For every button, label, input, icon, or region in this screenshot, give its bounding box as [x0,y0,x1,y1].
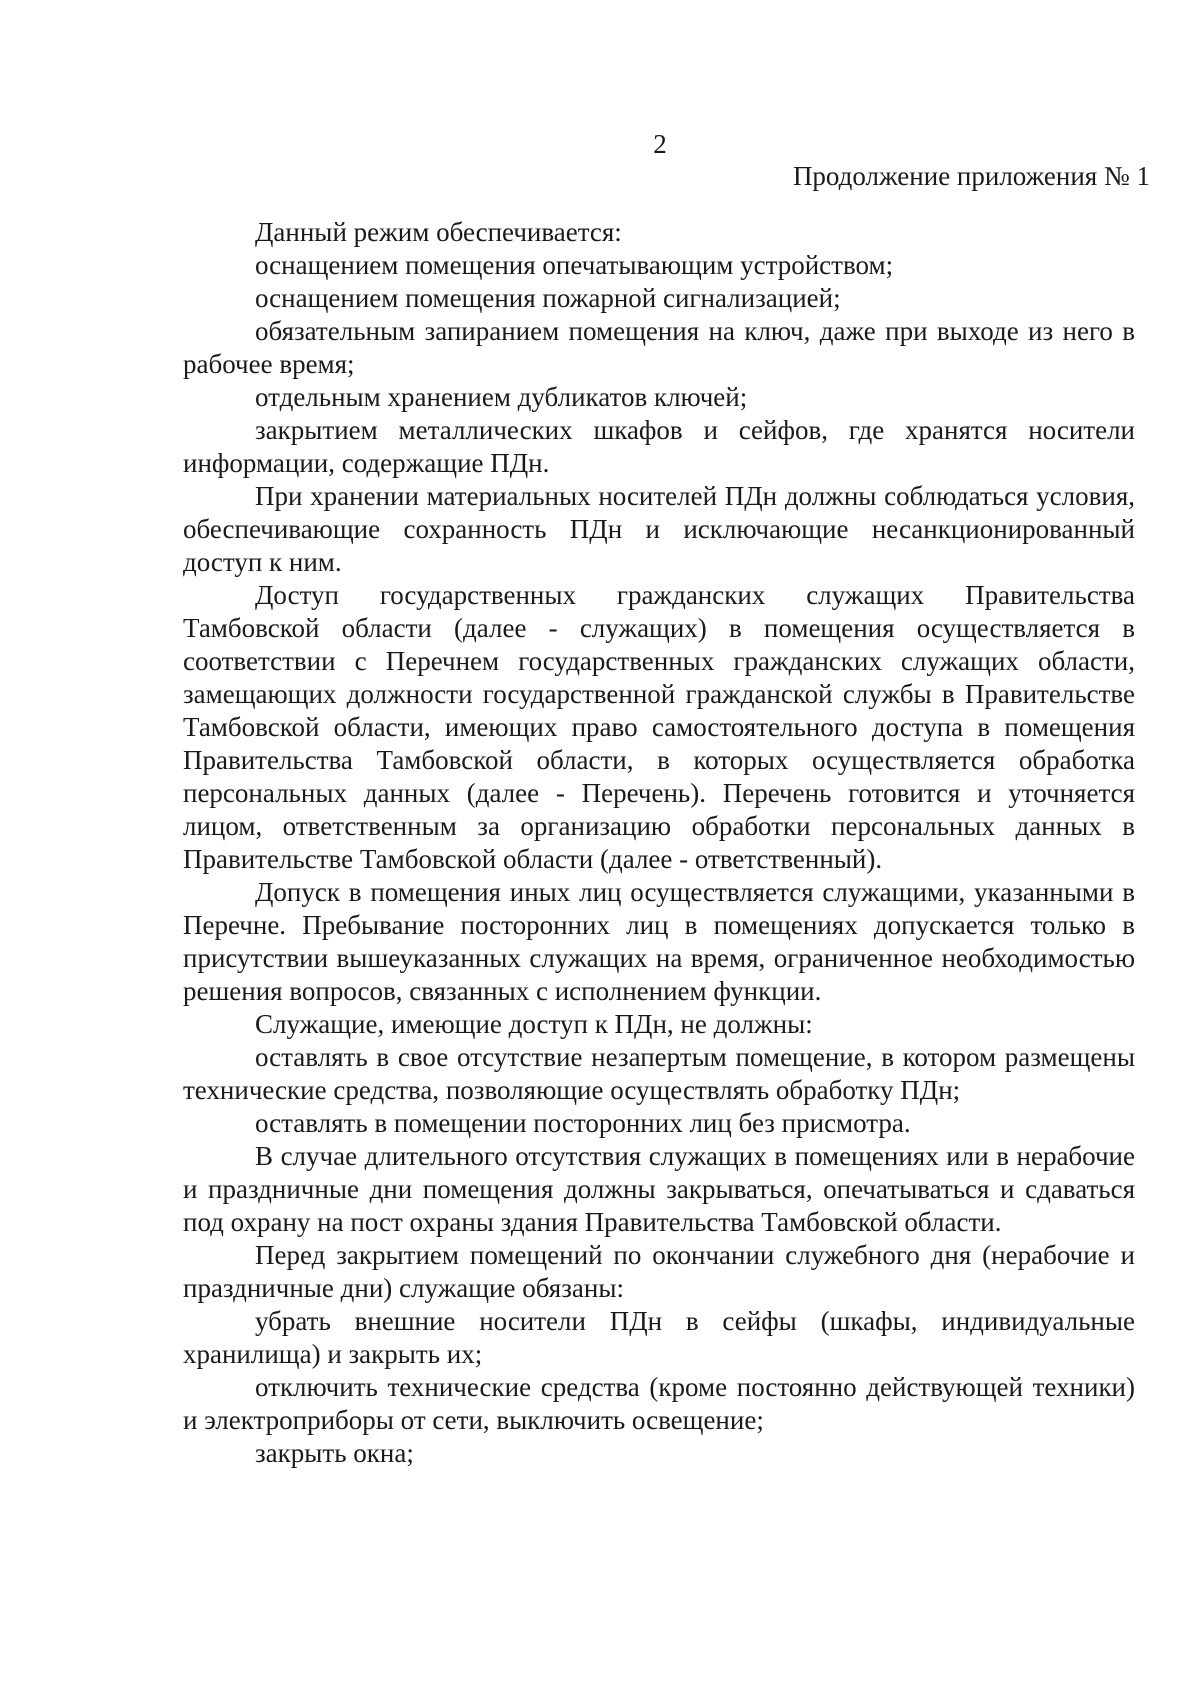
paragraph-disconnect-devices: отключить технические средства (кроме постоянно действующей техники) и электроприборы от сети, выключить освещение; [183,1372,1135,1435]
paragraph-close-windows: закрыть окна; [255,1438,414,1468]
paragraph-closing-duties: Перед закрытием помещений по окончании служебного дня (нерабочие и праздничные дни) служащие обязаны: [183,1240,1135,1303]
paragraph-locking: обязательным запиранием помещения на ключ, даже при выходе из него в рабочее время; [183,316,1135,379]
page-number: 2 [653,129,667,159]
paragraph-regime-intro: Данный режим обеспечивается: [255,217,622,247]
paragraph-admission: Допуск в помещения иных лиц осуществляется служащими, указанными в Перечне. Пребывание посторонних лиц в помещениях допускается только в присутствии вышеуказанных служащих на время, ограниченное необходимостью решения вопросов, связанных с исполнением функции. [183,877,1135,1006]
paragraph-long-absence: В случае длительного отсутствия служащих в помещениях или в нерабочие и праздничные дни помещения должны закрываться, опечатываться и сдаваться под охрану на пост охраны здания Правительства Тамбовской области. [183,1141,1135,1237]
paragraph-duplicate-keys: отдельным хранением дубликатов ключей; [255,382,748,412]
paragraph-storage-conditions: При хранении материальных носителей ПДн должны соблюдаться условия, обеспечивающие сохранность ПДн и исключающие несанкционированный доступ к ним. [183,481,1135,577]
paragraph-unattended-visitors: оставлять в помещении посторонних лиц без присмотра. [255,1108,911,1138]
appendix-header: Продолжение приложения № 1 [792,161,1150,191]
paragraph-unlocked-room: оставлять в свое отсутствие незапертым помещение, в котором размещены технические средства, позволяющие осуществлять обработку ПДн; [183,1042,1135,1105]
paragraph-sealing-device: оснащением помещения опечатывающим устройством; [255,250,894,280]
paragraph-cabinets-safes: закрытием металлических шкафов и сейфов, где хранятся носители информации, содержащие ПДн. [183,415,1135,478]
paragraph-access-list: Доступ государственных гражданских служащих Правительства Тамбовской области (далее - служащих) в помещения осуществляется в соответствии с Перечнем государственных гражданских служащих области, замещающих должности государственной гражданской службы в Правительстве Тамбовской области, имеющих право самостоятельного доступа в помещения Правительства Тамбовской области, в которых осуществляется обработка персональных данных (далее - Перечень). Перечень готовится и уточняется лицом, ответственным за организацию обработки персональных данных в Правительстве Тамбовской области (далее - ответственный). [183,580,1135,874]
document-body [183,216,1135,1470]
paragraph-prohibitions-intro: Служащие, имеющие доступ к ПДн, не должны: [255,1009,813,1039]
paragraph-fire-alarm: оснащением помещения пожарной сигнализацией; [255,283,841,313]
paragraph-store-media: убрать внешние носители ПДн в сейфы (шкафы, индивидуальные хранилища) и закрыть их; [183,1306,1135,1369]
